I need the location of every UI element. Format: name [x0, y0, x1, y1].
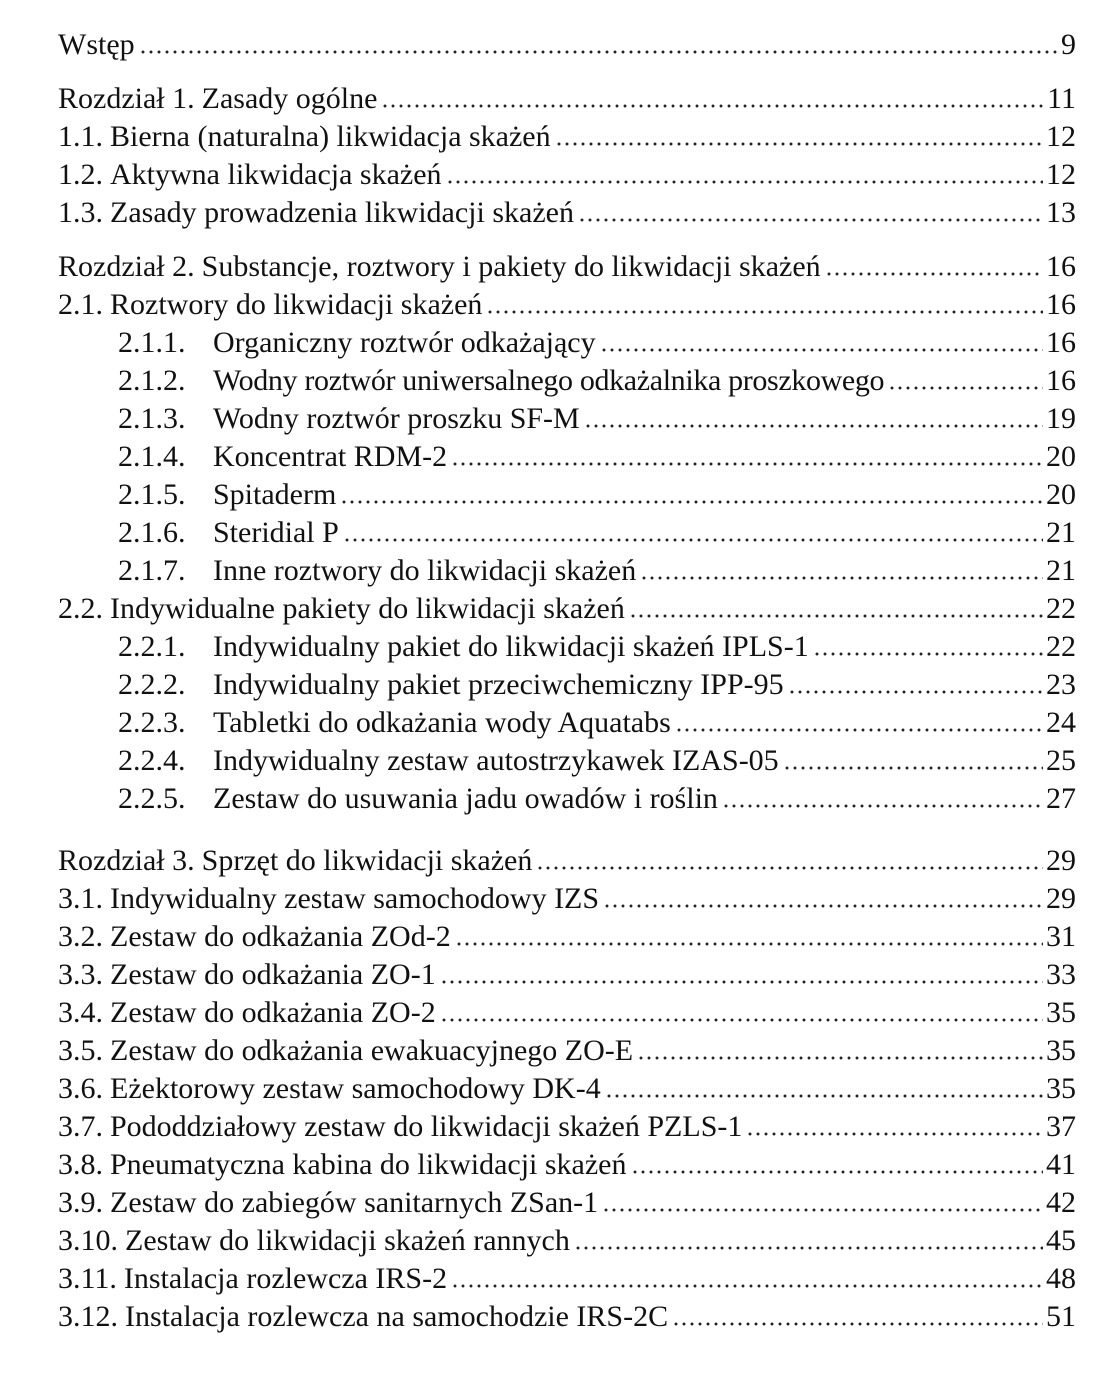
toc-entry-page: 20: [1046, 478, 1076, 511]
toc-entry-number: 1.1.: [58, 120, 103, 153]
toc-entry-number: 2.2.: [58, 592, 103, 625]
toc-entry-title: Zestaw do odkażania ewakuacyjnego ZO-E: [110, 1034, 634, 1067]
dot-leader: [631, 1146, 1044, 1176]
toc-entry-subsection[interactable]: [118, 438, 1076, 476]
dot-leader: [486, 286, 1043, 316]
toc-entry-title: Organiczny roztwór odkażający: [213, 326, 596, 359]
toc-entry-title: Zestaw do odkażania ZOd-2: [110, 920, 451, 953]
dot-leader: [788, 666, 1043, 696]
toc-entry-number: 2.1.2.: [118, 364, 186, 397]
dot-leader: [813, 628, 1043, 658]
toc-entry-title: Bierna (naturalna) likwidacja skażeń: [110, 120, 551, 153]
toc-entry-page: 37: [1046, 1110, 1076, 1143]
toc-entry-title: Wodny roztwór uniwersalnego odkażalnika proszkowego: [213, 364, 885, 397]
toc-entry-number: Rozdział 1.: [58, 82, 195, 115]
toc-entry-number: 3.6.: [58, 1072, 103, 1105]
toc-entry-subsection[interactable]: [118, 704, 1076, 742]
toc-entry-section[interactable]: [58, 1146, 1076, 1184]
toc-entry-page: 29: [1046, 844, 1076, 877]
toc-entry-section[interactable]: [58, 194, 1076, 232]
toc-entry-page: 11: [1047, 82, 1076, 115]
toc-entry-page: 13: [1046, 196, 1076, 229]
toc-entry-number: 3.4.: [58, 996, 103, 1029]
toc-entry-number: Rozdział 3.: [58, 844, 195, 877]
toc-entry-page: 16: [1046, 326, 1076, 359]
toc-entry-section[interactable]: [58, 918, 1076, 956]
dot-leader: [578, 194, 1043, 224]
dot-leader: [555, 118, 1043, 148]
toc-entry-number: 3.12.: [58, 1300, 118, 1333]
toc-entry-page: 22: [1046, 630, 1076, 663]
toc-entry-number: 2.1.7.: [118, 554, 186, 587]
dot-leader: [825, 248, 1043, 278]
dot-leader: [451, 1260, 1043, 1290]
dot-leader: [603, 880, 1043, 910]
toc-entry-title: Steridial P: [213, 516, 339, 549]
toc-entry-title: Substancje, roztwory i pakiety do likwidacji skażeń: [201, 250, 821, 283]
toc-entry-title: Zestaw do zabiegów sanitarnych ZSan-1: [110, 1186, 599, 1219]
toc-entry-number: 2.1.4.: [118, 440, 186, 473]
toc-entry-page: 19: [1046, 402, 1076, 435]
toc-entry-title: Tabletki do odkażania wody Aquatabs: [213, 706, 671, 739]
dot-leader: [584, 400, 1043, 430]
dot-leader: [602, 1184, 1043, 1214]
toc-entry-title: Aktywna likwidacja skażeń: [110, 158, 442, 191]
toc-entry-page: 45: [1046, 1224, 1076, 1257]
toc-entry-title: Indywidualny zestaw autostrzykawek IZAS-05: [213, 744, 779, 777]
toc-entry-subsection[interactable]: [118, 742, 1076, 780]
toc-entry-page: 20: [1046, 440, 1076, 473]
dot-leader: [722, 780, 1043, 810]
dot-leader: [605, 1070, 1043, 1100]
toc-entry-section[interactable]: [58, 286, 1076, 324]
toc-entry-title: Zestaw do odkażania ZO-1: [110, 958, 436, 991]
toc-entry-page: 48: [1046, 1262, 1076, 1295]
toc-entry-number: 3.1.: [58, 882, 103, 915]
toc-entry-section[interactable]: [58, 1070, 1076, 1108]
dot-leader: [888, 362, 1043, 392]
dot-leader: [574, 1222, 1043, 1252]
dot-leader: [446, 156, 1043, 186]
toc-entry-number: 3.2.: [58, 920, 103, 953]
toc-entry-section[interactable]: [58, 156, 1076, 194]
toc-entry-page: 16: [1046, 288, 1076, 321]
toc-entry-page: 51: [1046, 1300, 1076, 1333]
toc-entry-page: 27: [1046, 782, 1076, 815]
toc-entry-title: Indywidualny zestaw samochodowy IZS: [110, 882, 600, 915]
toc-entry-number: 2.2.3.: [118, 706, 186, 739]
toc-entry-section[interactable]: [58, 1260, 1076, 1298]
dot-leader: [783, 742, 1043, 772]
toc-entry-page: 25: [1046, 744, 1076, 777]
toc-entry-number: 2.2.1.: [118, 630, 186, 663]
toc-entry-page: 21: [1046, 516, 1076, 549]
toc-entry-page: 22: [1046, 592, 1076, 625]
toc-entry-title: Instalacja rozlewcza IRS-2: [123, 1262, 448, 1295]
dot-leader: [640, 552, 1043, 582]
toc-entry-page: 29: [1046, 882, 1076, 915]
toc-entry-title: Indywidualne pakiety do likwidacji skażeń: [110, 592, 625, 625]
toc-entry-subsection[interactable]: [118, 362, 1076, 400]
toc-entry-title: Zestaw do likwidacji skażeń rannych: [125, 1224, 570, 1257]
toc-entry-title: Indywidualny pakiet przeciwchemiczny IPP-95: [213, 668, 784, 701]
toc-entry-page: 33: [1046, 958, 1076, 991]
toc-entry-section[interactable]: [58, 1032, 1076, 1070]
dot-leader: [139, 26, 1058, 56]
toc-entry-title: Instalacja rozlewcza na samochodzie IRS-2C: [125, 1300, 669, 1333]
toc-entry-page: 41: [1046, 1148, 1076, 1181]
toc-entry-section[interactable]: [58, 1108, 1076, 1146]
toc-entry-page: 9: [1061, 28, 1076, 61]
toc-entry-page: 35: [1046, 1034, 1076, 1067]
toc-entry-subsection[interactable]: [118, 552, 1076, 590]
toc-entry-section[interactable]: [58, 1184, 1076, 1222]
toc-entry-number: 3.9.: [58, 1186, 103, 1219]
toc-entry-number: 2.2.2.: [118, 668, 186, 701]
toc-entry-title: Sprzęt do likwidacji skażeń: [201, 844, 533, 877]
toc-entry-number: 2.1.3.: [118, 402, 186, 435]
toc-entry-subsection[interactable]: [118, 400, 1076, 438]
toc-entry-chapter-2[interactable]: [58, 248, 1076, 286]
toc-entry-number: 3.3.: [58, 958, 103, 991]
dot-leader: [675, 704, 1043, 734]
dot-leader: [440, 956, 1043, 986]
toc-entry-title: Eżektorowy zestaw samochodowy DK-4: [110, 1072, 601, 1105]
toc-entry-section[interactable]: [58, 118, 1076, 156]
toc-entry-number: 2.2.4.: [118, 744, 186, 777]
toc-entry-title: Pododdziałowy zestaw do likwidacji skażeń PZLS-1: [110, 1110, 743, 1143]
toc-entry-page: 35: [1046, 996, 1076, 1029]
toc-entry-title: Zasady ogólne: [201, 82, 378, 115]
toc-entry-page: 31: [1046, 920, 1076, 953]
dot-leader: [600, 324, 1043, 354]
toc-entry-number: 1.3.: [58, 196, 103, 229]
toc-entry-number: 2.2.5.: [118, 782, 186, 815]
toc-entry-section[interactable]: [58, 1222, 1076, 1260]
toc-entry-number: 3.10.: [58, 1224, 118, 1257]
toc-entry-title: Wstęp: [58, 28, 135, 61]
toc-entry-number: 2.1.1.: [118, 326, 186, 359]
toc-entry-subsection[interactable]: [118, 780, 1076, 818]
toc-entry-title: Inne roztwory do likwidacji skażeń: [213, 554, 637, 587]
toc-entry-title: Spitaderm: [213, 478, 337, 511]
toc-entry-subsection[interactable]: [118, 666, 1076, 704]
toc-entry-chapter-1[interactable]: [58, 80, 1076, 118]
toc-entry-number: 3.11.: [58, 1262, 117, 1295]
toc-entry-page: 24: [1046, 706, 1076, 739]
dot-leader: [536, 842, 1043, 872]
dot-leader: [629, 590, 1043, 620]
dot-leader: [451, 438, 1043, 468]
toc-entry-title: Roztwory do likwidacji skażeń: [110, 288, 483, 321]
toc-entry-subsection[interactable]: [118, 476, 1076, 514]
toc-entry-section[interactable]: [58, 590, 1076, 628]
dot-leader: [746, 1108, 1043, 1138]
dot-leader: [381, 80, 1044, 110]
toc-entry-page: 35: [1046, 1072, 1076, 1105]
toc-entry-title: Zestaw do usuwania jadu owadów i roślin: [213, 782, 718, 815]
toc-entry-page: 16: [1046, 250, 1076, 283]
dot-leader: [340, 476, 1043, 506]
toc-entry-number: 3.8.: [58, 1148, 103, 1181]
toc-entry-section[interactable]: [58, 956, 1076, 994]
toc-entry-title: Zasady prowadzenia likwidacji skażeń: [110, 196, 574, 229]
toc-entry-section[interactable]: [58, 1298, 1076, 1336]
toc-entry-page: 12: [1046, 120, 1076, 153]
toc-entry-preface[interactable]: [58, 26, 1076, 64]
toc-entry-title: Pneumatyczna kabina do likwidacji skażeń: [110, 1148, 627, 1181]
toc-entry-subsection[interactable]: [118, 324, 1076, 362]
toc-entry-subsection[interactable]: [118, 628, 1076, 666]
toc-entry-number: 2.1.5.: [118, 478, 186, 511]
dot-leader: [455, 918, 1043, 948]
toc-entry-page: 42: [1046, 1186, 1076, 1219]
dot-leader: [440, 994, 1043, 1024]
toc-entry-section[interactable]: [58, 994, 1076, 1032]
dot-leader: [637, 1032, 1043, 1062]
toc-entry-title: Koncentrat RDM-2: [213, 440, 448, 473]
dot-leader: [672, 1298, 1043, 1328]
toc-entry-subsection[interactable]: [118, 514, 1076, 552]
toc-entry-number: 3.5.: [58, 1034, 103, 1067]
toc-entry-page: 16: [1046, 364, 1076, 397]
toc-entry-title: Wodny roztwór proszku SF-M: [213, 402, 580, 435]
toc-entry-title: Zestaw do odkażania ZO-2: [110, 996, 436, 1029]
toc-entry-page: 23: [1046, 668, 1076, 701]
toc-entry-page: 21: [1046, 554, 1076, 587]
toc-entry-page: 12: [1046, 158, 1076, 191]
toc-entry-number: Rozdział 2.: [58, 250, 195, 283]
toc-entry-number: 3.7.: [58, 1110, 103, 1143]
toc-entry-number: 1.2.: [58, 158, 103, 191]
toc-entry-title: Indywidualny pakiet do likwidacji skażeń IPLS-1: [213, 630, 809, 663]
toc-entry-section[interactable]: [58, 880, 1076, 918]
dot-leader: [343, 514, 1043, 544]
toc-entry-number: 2.1.6.: [118, 516, 186, 549]
toc-entry-number: 2.1.: [58, 288, 103, 321]
toc-entry-chapter-3[interactable]: [58, 842, 1076, 880]
